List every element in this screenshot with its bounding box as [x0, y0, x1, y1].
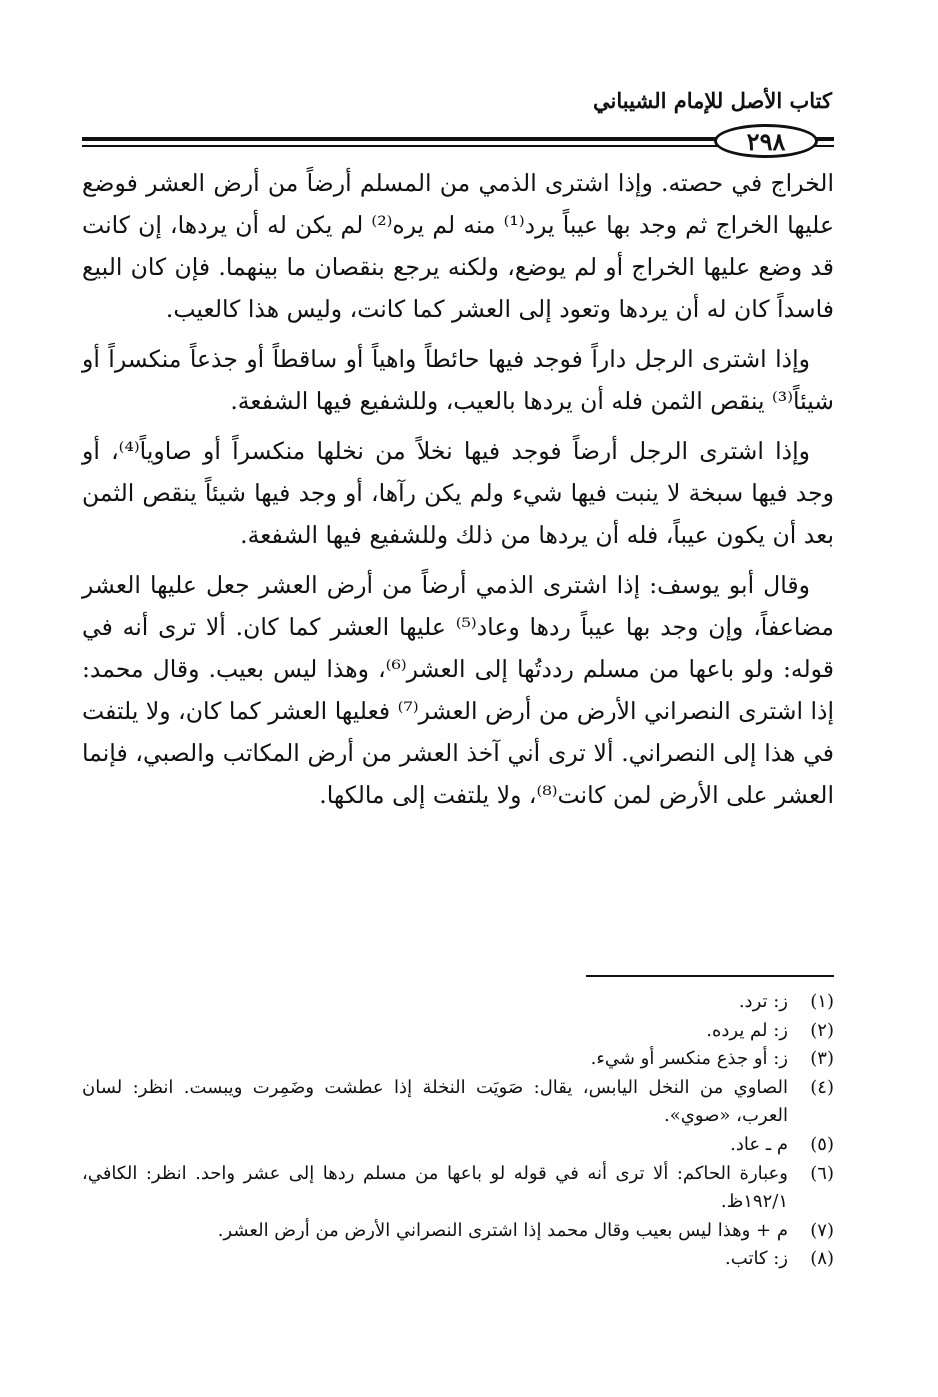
footnote-text: الصاوي من النخل اليابس، يقال: صَويَت النخلة إذا عطشت وضَمِرت ويبست. انظر: لسان العرب، «صوي».	[82, 1076, 788, 1127]
paragraph: الخراج في حصته. وإذا اشترى الذمي من المسلم أرضاً من أرض العشر فوضع عليها الخراج ثم وجد بها عيباً يرد⁽¹⁾ منه لم يره⁽²⁾ لم يكن له أن يردها، إن كانت قد وضع عليها الخراج أو لم يوضع، ولكنه يرجع بنقصان ما بينهما. فإن كان البيع فاسداً كان له أن يردها وتعود إلى العشر كما كانت، وليس هذا كالعيب.	[82, 169, 834, 323]
footnote-text: ز: أو جذع منكسر أو شيء.	[590, 1048, 788, 1070]
footnote-number: (٥)	[810, 1133, 834, 1155]
footnote-text: ز: لم يرده.	[706, 1019, 788, 1041]
footnote	[82, 1217, 834, 1246]
paragraph: وإذا اشترى الرجل داراً فوجد فيها حائطاً واهياً أو ساقطاً أو جذعاً منكسراً أو شيئاً⁽³⁾ ينقص الثمن فله أن يردها بالعيب، وللشفيع فيها الشفعة.	[82, 345, 834, 415]
footnote	[82, 988, 834, 1017]
paragraph: وإذا اشترى الرجل أرضاً فوجد فيها نخلاً من نخلها منكسراً أو صاوياً⁽⁴⁾، أو وجد فيها سبخة لا ينبت فيها شيء ولم يكن رآها، أو وجد فيها شيئاً ينقص الثمن بعد أن يكون عيباً، فله أن يردها من ذلك وللشفيع فيها الشفعة.	[82, 437, 834, 549]
page-number: ٢٩٨	[714, 124, 818, 158]
paragraph: وقال أبو يوسف: إذا اشترى الذمي أرضاً من أرض العشر جعل عليها العشر مضاعفاً، وإن وجد بها عيباً ردها وعاد⁽⁵⁾ عليها العشر كما كان. ألا ترى أنه في قوله: ولو باعها من مسلم رددتُها إلى العشر⁽⁶⁾، وهذا ليس بعيب. وقال محمد: إذا اشترى النصراني الأرض من أرض العشر⁽⁷⁾ فعليها العشر كما كان، ولا يلتفت في هذا إلى النصراني. ألا ترى أني آخذ العشر من أرض المكاتب والصبي، فإنما العشر على الأرض لمن كانت⁽⁸⁾، ولا يلتفت إلى مالكها.	[82, 571, 835, 809]
footnote	[82, 1245, 834, 1274]
footnote	[82, 1131, 834, 1160]
footnote-text: ز: ترد.	[738, 991, 788, 1012]
footnotes	[82, 988, 834, 1274]
footnote	[82, 1017, 834, 1046]
footnote	[82, 1160, 834, 1217]
footnote-text: م + وهذا ليس بعيب وقال محمد إذا اشترى النصراني الأرض من أرض العشر.	[217, 1219, 788, 1241]
footnote-number: (٣)	[810, 1048, 834, 1070]
footnote-number: (٧)	[810, 1219, 834, 1241]
footnote-text: ز: كاتب.	[725, 1248, 788, 1270]
footnote-number: (٦)	[810, 1162, 834, 1184]
main-text	[82, 162, 834, 824]
footnote	[82, 1074, 834, 1131]
footnote-separator	[586, 975, 834, 977]
footnote-number: (٨)	[810, 1248, 834, 1270]
footnote-number: (١)	[810, 991, 834, 1012]
footnote-number: (٤)	[810, 1076, 834, 1098]
footnote	[82, 1045, 834, 1074]
footnote-text: م ـ عاد.	[730, 1133, 788, 1155]
running-header-title: كتاب الأصل للإمام الشيباني	[593, 88, 832, 113]
footnote-text: وعبارة الحاكم: ألا ترى أنه في قوله لو باعها من مسلم ردها إلى عشر واحد. انظر: الكافي، ١٩٢/١ظ.	[82, 1162, 788, 1213]
footnote-number: (٢)	[810, 1019, 834, 1041]
